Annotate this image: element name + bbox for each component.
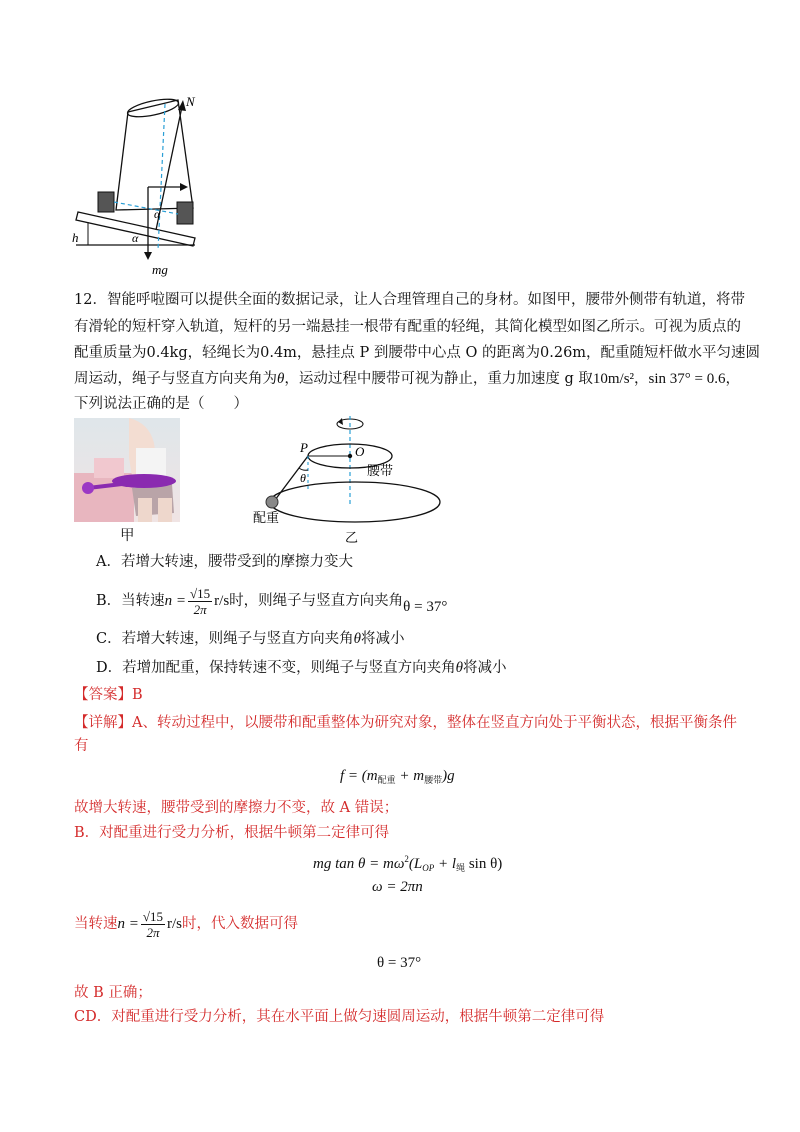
detail-line-cd: CD．对配重进行受力分析，其在水平面上做匀速圆周运动，根据牛顿第二定律可得 <box>74 1009 605 1025</box>
option-a: A．若增大转速，腰带受到的摩擦力变大 <box>96 554 353 570</box>
option-c: C．若增大转速，则绳子与竖直方向夹角θ将减小 <box>96 631 405 647</box>
label-weight: 配重 <box>253 510 280 525</box>
detail-line-b3: 故 B 正确； <box>74 985 152 1001</box>
equation-theta: θ = 37° <box>377 955 422 971</box>
fraction-n: $\frac{√15}{2\pi}$ <box>190 585 211 617</box>
equation-newton: mg $\tan \theta = m\omega^2(L_{OP} + l_绳$ sin θ) <box>313 854 503 873</box>
label-P: P <box>300 440 308 455</box>
label-mg: mg <box>152 262 168 277</box>
label-N: N <box>186 94 195 109</box>
detail-line-a: 【详解】A、转动过程中，以腰带和配重整体为研究对象，整体在竖直方向处于平衡状态，根据平衡条件 <box>74 715 737 731</box>
detail-line-a2: 有 <box>74 738 89 754</box>
hula-model-diagram <box>245 412 455 547</box>
hula-hoop-photo <box>74 418 180 522</box>
answer-line: 【答案】B <box>74 687 143 703</box>
question-line-1: 12．智能呼啦圈可以提供全面的数据记录，让人合理管理自己的身材。如图甲，腰带外侧带有轨道，将带 <box>74 292 745 308</box>
question-line-5: 下列说法正确的是（ ） <box>74 396 248 412</box>
caption-yi: 乙 <box>345 530 359 545</box>
caption-jia: 甲 <box>120 528 135 544</box>
option-b: B．当转速n = $\frac{√15}{2\pi}$ r/s时，则绳子与竖直方向夹角θ = 37° <box>96 585 448 617</box>
equation-friction: $f = (m_{配重} + m_{腰带})g$ <box>340 768 455 785</box>
label-alpha-inner: α <box>154 207 161 221</box>
detail-line-a3: 故增大转速，腰带受到的摩擦力不变，故 A 错误； <box>74 800 399 816</box>
label-theta: θ <box>300 471 306 485</box>
equation-omega: ω = 2πn <box>372 879 423 895</box>
detail-line-b2: 当转速n = $\frac{√15}{2\pi}$ r/s时，代入数据可得 <box>74 908 299 940</box>
label-O: O <box>355 444 365 459</box>
label-h: h <box>72 230 79 245</box>
label-alpha-base: α <box>132 231 139 245</box>
question-line-3: 配重质量为0.4kg，轻绳长为0.4m，悬挂点 P 到腰带中心点 O 的距离为0.26m，配重随短杆做水平匀速圆 <box>74 345 761 361</box>
detail-line-b: B．对配重进行受力分析，根据牛顿第二定律可得 <box>74 825 390 841</box>
question-line-2: 有滑轮的短杆穿入轨道，短杆的另一端悬挂一根带有配重的轻绳，其简化模型如图乙所示。可视为质点的 <box>74 319 741 335</box>
fraction-n-detail: $\frac{√15}{2\pi}$ <box>142 908 164 940</box>
label-belt: 腰带 <box>367 463 394 478</box>
option-d: D．若增加配重，保持转速不变，则绳子与竖直方向夹角θ将减小 <box>96 660 507 676</box>
incline-force-diagram <box>60 90 220 280</box>
photo-figure-jia <box>74 418 180 522</box>
question-line-4: 周运动，绳子与竖直方向夹角为θ，运动过程中腰带可视为静止，重力加速度 g 取10m/s²，sin 37° = 0.6， <box>74 371 741 387</box>
